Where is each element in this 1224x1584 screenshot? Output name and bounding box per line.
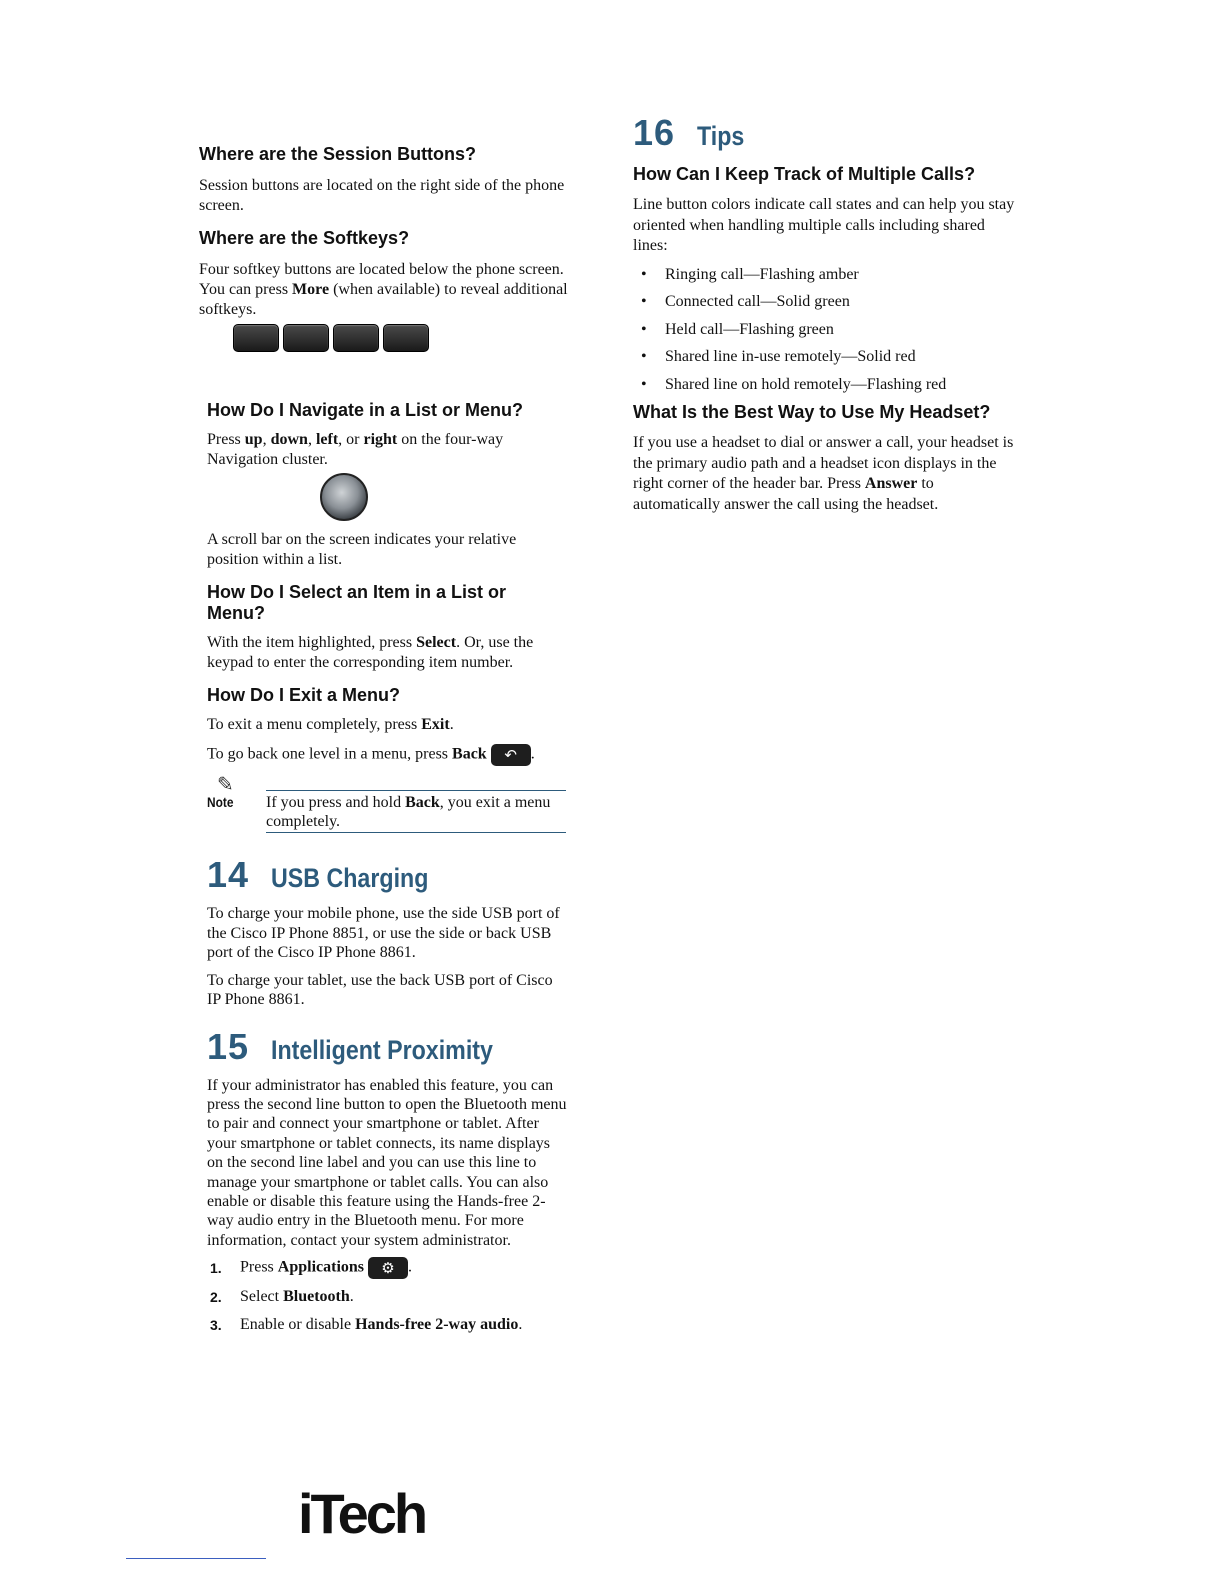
step-3: 3. Enable or disable Hands-free 2-way audio.	[210, 1316, 523, 1334]
proximity-steps	[210, 1257, 569, 1335]
navigate-body: Press up, down, left, or right on the four-way Navigation cluster.	[207, 431, 504, 468]
back-icon: ↶	[491, 744, 531, 766]
multiple-calls-body: Line button colors indicate call states and can help you stay oriented when handling multiple calls including shared lines:	[633, 196, 1015, 254]
call-state-list	[633, 265, 1018, 395]
headset-heading: What Is the Best Way to Use My Headset?	[633, 402, 991, 422]
select-body: With the item highlighted, press Select. Or, use the keypad to enter the corresponding item number.	[207, 634, 534, 671]
list-item: • Connected call—Solid green	[633, 292, 1018, 312]
usb-body-1: To charge your mobile phone, use the side USB port of the Cisco IP Phone 8851, or use the side or back USB port of the Cisco IP Phone 8861.	[207, 905, 560, 961]
list-item: • Shared line on hold remotely—Flashing red	[633, 375, 1018, 395]
section-16-title	[633, 112, 1018, 154]
section-title: Intelligent Proximity	[271, 1034, 493, 1065]
scroll-bar-text: A scroll bar on the screen indicates your relative position within a list.	[207, 531, 517, 568]
section-15-title	[207, 1026, 569, 1068]
note-text: If you press and hold Back, you exit a menu completely.	[266, 790, 566, 833]
softkeys-body-text: Four softkey buttons are located below the phone screen. You can press	[199, 261, 564, 298]
list-item: • Ringing call—Flashing amber	[633, 265, 1018, 285]
session-body: Session buttons are located on the right side of the phone screen.	[199, 177, 565, 214]
softkeys-heading: Where are the Softkeys?	[199, 228, 410, 248]
pencil-icon: ✎	[217, 772, 234, 796]
gear-icon: ⚙	[368, 1257, 408, 1279]
softkeys-body-text-2: (when available) to reveal additional softkeys.	[199, 281, 568, 318]
navigate-heading: How Do I Navigate in a List or Menu?	[207, 400, 524, 420]
multiple-calls-heading: How Can I Keep Track of Multiple Calls?	[633, 164, 976, 184]
section-14-title	[207, 854, 569, 896]
more-keyword: More	[292, 281, 330, 298]
note-box	[207, 772, 569, 842]
softkey-3	[333, 324, 379, 352]
footer-link-rule	[126, 1558, 266, 1559]
note-label: Note	[207, 794, 234, 810]
list-item: • Shared line in-use remotely—Solid red	[633, 347, 1018, 367]
softkey-buttons-icon	[233, 324, 569, 352]
proximity-body: If your administrator has enabled this feature, you can press the second line button to open the Bluetooth menu to pair and connect your smartphone or tablet. After your smartphone or tablet connects, its name displays on the second line label and you can use this line to manage your smartphone or tablet calls. You can also enable or disable this feature using the Hands-free 2-way audio entry in the Bluetooth menu. For more information, contact your system administrator.	[207, 1076, 567, 1249]
softkey-2	[283, 324, 329, 352]
section-number: 16	[633, 112, 676, 153]
usb-body-2: To charge your tablet, use the back USB port of Cisco IP Phone 8861.	[207, 971, 553, 1008]
section-number: 14	[207, 854, 250, 895]
exit-heading: How Do I Exit a Menu?	[207, 685, 401, 705]
itech-logo: iTech	[298, 1482, 426, 1545]
section-number: 15	[207, 1025, 250, 1067]
softkey-1	[233, 324, 279, 352]
exit-body-1: To exit a menu completely, press Exit.	[207, 716, 454, 733]
exit-body-2: To go back one level in a menu, press Back ↶ .	[207, 745, 535, 764]
list-item: • Held call—Flashing green	[633, 320, 1018, 340]
softkeys-body	[199, 260, 569, 320]
headset-body: If you use a headset to dial or answer a call, your headset is the primary audio path and a headset icon displays in the right corner of the header bar. Press Answer to automatically answer the call using the headset.	[633, 434, 1014, 514]
navigation-cluster-icon	[320, 473, 368, 521]
section-title: USB Charging	[271, 863, 429, 893]
left-column-main	[207, 400, 569, 1343]
select-heading: How Do I Select an Item in a List or Menu?	[207, 582, 507, 623]
right-column	[633, 112, 1018, 516]
session-heading: Where are the Session Buttons?	[199, 144, 477, 164]
section-title: Tips	[697, 121, 745, 151]
step-2: 2. Select Bluetooth.	[210, 1288, 354, 1306]
left-column-top	[199, 144, 569, 352]
step-1: 1. Press Applications ⚙ .	[210, 1258, 413, 1278]
softkey-4	[383, 324, 429, 352]
